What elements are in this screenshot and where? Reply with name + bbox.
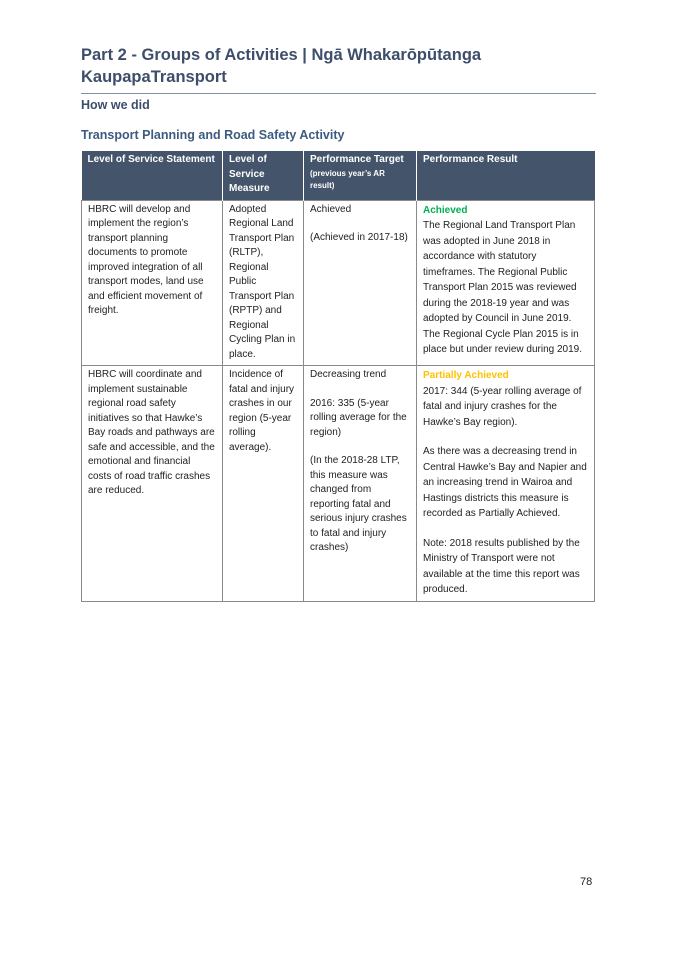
header-statement: Level of Service Statement — [82, 151, 223, 200]
performance-table — [81, 151, 595, 602]
header-target-label: Performance Target — [310, 154, 404, 165]
header-measure: Level of Service Measure — [223, 151, 304, 200]
header-target — [304, 151, 417, 200]
title-divider — [81, 93, 596, 94]
part-title-line1: Part 2 - Groups of Activities | Ngā Whakarōpūtanga — [81, 46, 482, 64]
row2-status: Partially Achieved — [423, 370, 509, 381]
row1-result-text: The Regional Land Transport Plan was adopted in June 2018 in accordance with statutory timeframes. The Regional Public Transport Plan 2015 was reviewed during the 2018-19 year and was adopted by Council in June 2019. The Regional Cycle Plan 2015 is in place but under review during 2019. — [423, 220, 582, 355]
table-row — [82, 366, 595, 602]
row1-result — [417, 200, 595, 366]
row2-result — [417, 366, 595, 602]
header-target-sub: (previous year’s AR result) — [310, 168, 385, 190]
row2-target — [304, 366, 417, 602]
part-title-line2 — [81, 66, 601, 88]
row1-statement: HBRC will develop and implement the region’s transport planning documents to promote improved integration of all transport modes, land use and efficient movement of freight. — [82, 200, 223, 366]
row2-result-text2: As there was a decreasing trend in Central Hawke’s Bay and Napier and an increasing trend in Wairoa and Hastings districts this measure is recorded as Partially Achieved. — [423, 446, 587, 519]
header-result: Performance Result — [417, 151, 595, 200]
row2-target-note2: (In the 2018-28 LTP, this measure was changed from reporting fatal and serious injury crashes to fatal and injury crashes) — [310, 455, 407, 553]
row1-target-note: (Achieved in 2017-18) — [310, 232, 408, 243]
row2-target-note: 2016: 335 (5-year rolling average for the region) — [310, 397, 407, 438]
row2-statement: HBRC will coordinate and implement sustainable regional road safety initiatives so that Hawke’s Bay roads and pathways are safe and accessible, and the emotional and financial costs of road traffic crashes are reduced. — [82, 366, 223, 602]
row1-target-value: Achieved — [310, 203, 352, 215]
part-title-bold: Transport — [150, 68, 227, 86]
row2-result-text3: Note: 2018 results published by the Ministry of Transport were not available at the time this report was produced. — [423, 537, 580, 595]
section-heading: How we did — [81, 98, 150, 112]
row2-target-value: Decreasing trend — [310, 369, 387, 380]
row2-result-text: 2017: 344 (5-year rolling average of fatal and injury crashes for the Hawke’s Bay region). — [423, 385, 582, 428]
table-header-row — [82, 151, 595, 200]
row1-measure: Adopted Regional Land Transport Plan (RLTP), Regional Public Transport Plan (RPTP) and Regional Cycling Plan in place. — [223, 200, 304, 366]
part-title — [81, 44, 601, 88]
row1-target — [304, 200, 417, 366]
row1-status: Achieved — [423, 204, 468, 216]
part-title-prefix: Kaupapa — [81, 68, 151, 86]
page-number: 78 — [580, 876, 593, 888]
row2-measure: Incidence of fatal and injury crashes in our region (5-year rolling average). — [223, 366, 304, 602]
table-row — [82, 200, 595, 366]
activity-title: Transport Planning and Road Safety Activity — [81, 128, 345, 142]
